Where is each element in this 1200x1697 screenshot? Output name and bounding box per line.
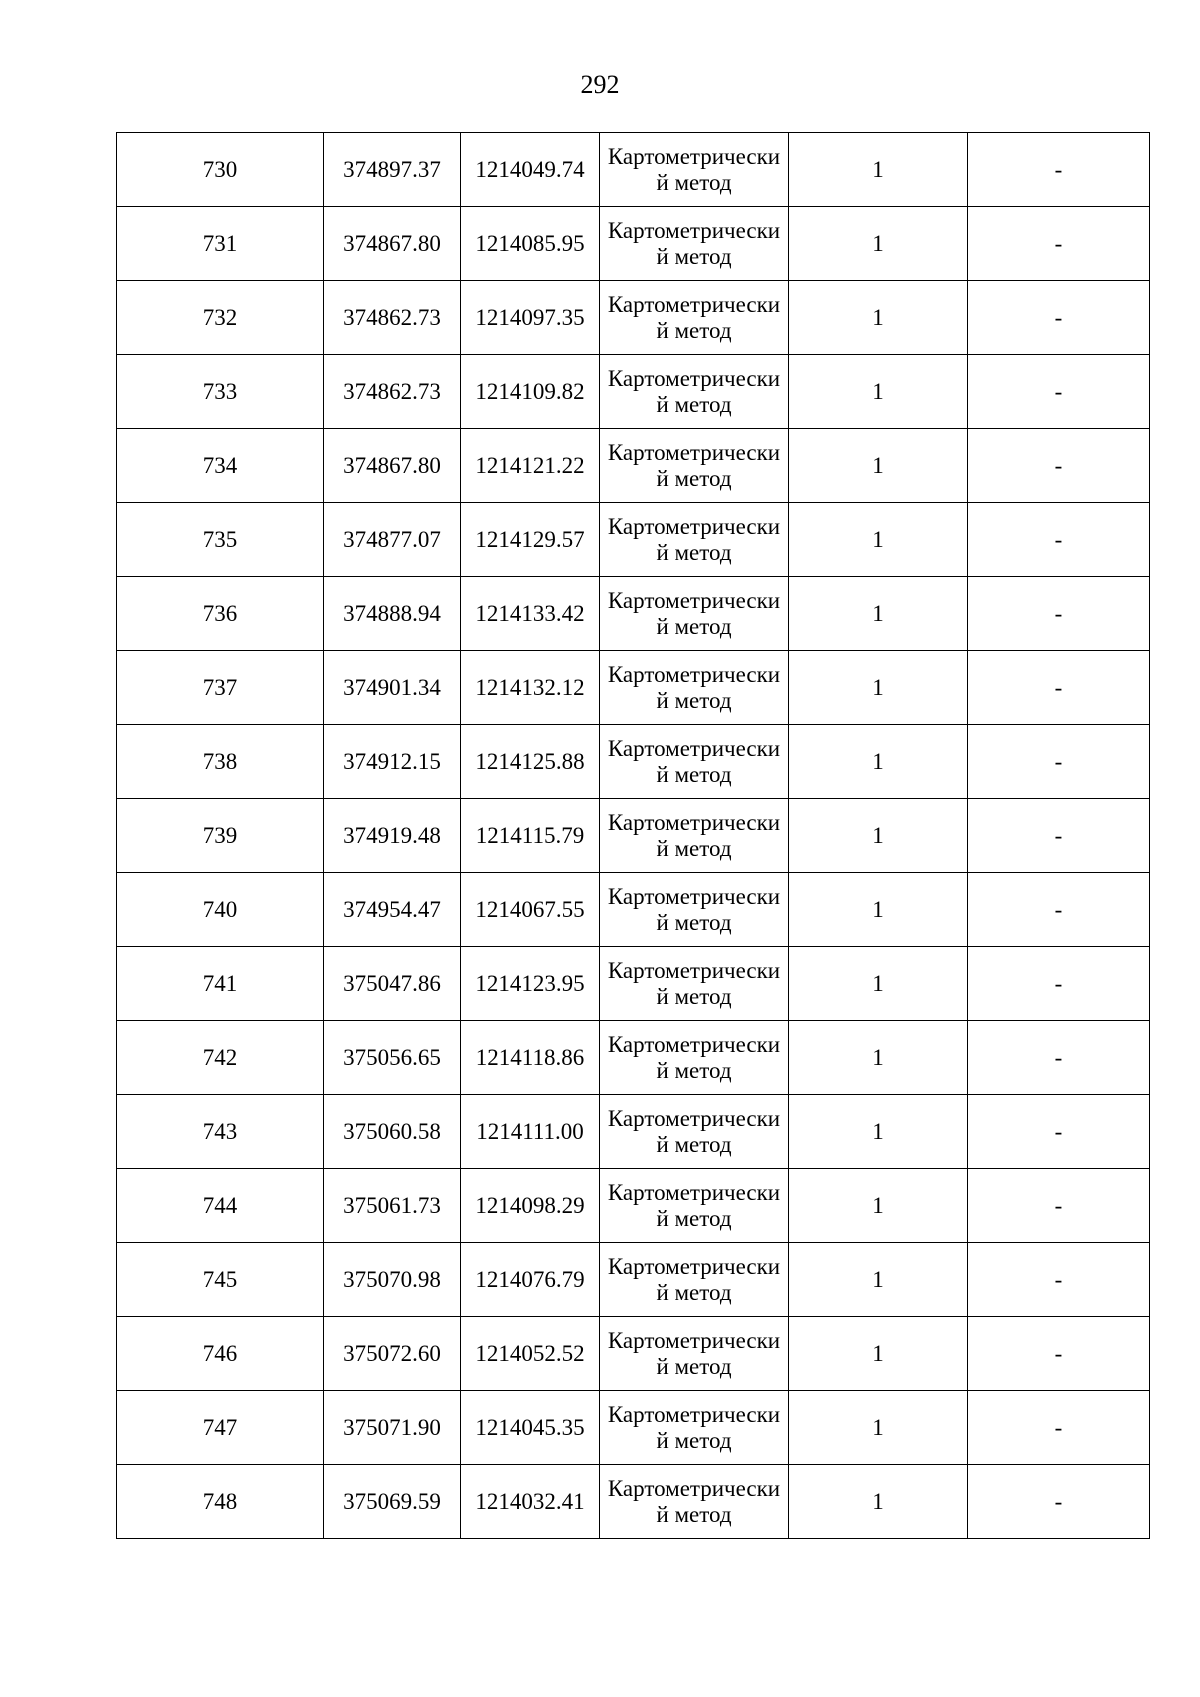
accuracy-cell: 1 xyxy=(789,1095,968,1169)
note-cell: - xyxy=(968,1391,1150,1465)
point-number-cell: 746 xyxy=(117,1317,324,1391)
y-coordinate-cell: 1214109.82 xyxy=(461,355,600,429)
accuracy-cell: 1 xyxy=(789,1317,968,1391)
method-cell xyxy=(600,799,789,873)
y-coordinate-cell: 1214067.55 xyxy=(461,873,600,947)
point-number-cell: 748 xyxy=(117,1465,324,1539)
x-coordinate-cell: 375070.98 xyxy=(324,1243,461,1317)
y-coordinate-cell: 1214111.00 xyxy=(461,1095,600,1169)
method-line-1: Картометрически xyxy=(607,735,781,761)
point-number-cell: 736 xyxy=(117,577,324,651)
y-coordinate-cell: 1214118.86 xyxy=(461,1021,600,1095)
method-line-2: й метод xyxy=(656,761,732,787)
y-coordinate-cell: 1214098.29 xyxy=(461,1169,600,1243)
table-row xyxy=(117,1169,1150,1243)
method-line-2: й метод xyxy=(656,169,732,195)
method-cell xyxy=(600,1169,789,1243)
table-row xyxy=(117,947,1150,1021)
method-line-2: й метод xyxy=(656,909,732,935)
point-number-cell: 745 xyxy=(117,1243,324,1317)
method-cell xyxy=(600,577,789,651)
point-number-cell: 730 xyxy=(117,133,324,207)
x-coordinate-cell: 374862.73 xyxy=(324,355,461,429)
note-cell: - xyxy=(968,133,1150,207)
table-row xyxy=(117,1465,1150,1539)
table-row xyxy=(117,651,1150,725)
method-line-1: Картометрически xyxy=(607,217,781,243)
note-cell: - xyxy=(968,207,1150,281)
x-coordinate-cell: 375060.58 xyxy=(324,1095,461,1169)
note-cell: - xyxy=(968,725,1150,799)
method-line-1: Картометрически xyxy=(607,587,781,613)
point-number-cell: 747 xyxy=(117,1391,324,1465)
x-coordinate-cell: 374867.80 xyxy=(324,207,461,281)
y-coordinate-cell: 1214125.88 xyxy=(461,725,600,799)
point-number-cell: 740 xyxy=(117,873,324,947)
accuracy-cell: 1 xyxy=(789,1391,968,1465)
method-line-1: Картометрически xyxy=(607,1031,781,1057)
accuracy-cell: 1 xyxy=(789,355,968,429)
note-cell: - xyxy=(968,1095,1150,1169)
point-number-cell: 731 xyxy=(117,207,324,281)
accuracy-cell: 1 xyxy=(789,207,968,281)
method-line-1: Картометрически xyxy=(607,1327,781,1353)
x-coordinate-cell: 375071.90 xyxy=(324,1391,461,1465)
note-cell: - xyxy=(968,873,1150,947)
note-cell: - xyxy=(968,503,1150,577)
method-line-1: Картометрически xyxy=(607,661,781,687)
method-cell xyxy=(600,355,789,429)
note-cell: - xyxy=(968,651,1150,725)
accuracy-cell: 1 xyxy=(789,429,968,503)
method-cell xyxy=(600,651,789,725)
accuracy-cell: 1 xyxy=(789,133,968,207)
table-row xyxy=(117,799,1150,873)
method-line-2: й метод xyxy=(656,983,732,1009)
y-coordinate-cell: 1214045.35 xyxy=(461,1391,600,1465)
table-body xyxy=(117,133,1150,1539)
method-cell xyxy=(600,725,789,799)
table-row xyxy=(117,1243,1150,1317)
y-coordinate-cell: 1214129.57 xyxy=(461,503,600,577)
x-coordinate-cell: 374897.37 xyxy=(324,133,461,207)
accuracy-cell: 1 xyxy=(789,503,968,577)
y-coordinate-cell: 1214085.95 xyxy=(461,207,600,281)
method-line-2: й метод xyxy=(656,539,732,565)
table-row xyxy=(117,207,1150,281)
table-row xyxy=(117,133,1150,207)
point-number-cell: 738 xyxy=(117,725,324,799)
note-cell: - xyxy=(968,1243,1150,1317)
accuracy-cell: 1 xyxy=(789,799,968,873)
y-coordinate-cell: 1214052.52 xyxy=(461,1317,600,1391)
x-coordinate-cell: 375072.60 xyxy=(324,1317,461,1391)
accuracy-cell: 1 xyxy=(789,577,968,651)
point-number-cell: 732 xyxy=(117,281,324,355)
y-coordinate-cell: 1214049.74 xyxy=(461,133,600,207)
point-number-cell: 744 xyxy=(117,1169,324,1243)
method-line-1: Картометрически xyxy=(607,1105,781,1131)
method-cell xyxy=(600,1317,789,1391)
y-coordinate-cell: 1214133.42 xyxy=(461,577,600,651)
method-line-2: й метод xyxy=(656,613,732,639)
method-cell xyxy=(600,1095,789,1169)
accuracy-cell: 1 xyxy=(789,725,968,799)
point-number-cell: 742 xyxy=(117,1021,324,1095)
note-cell: - xyxy=(968,1317,1150,1391)
point-number-cell: 735 xyxy=(117,503,324,577)
accuracy-cell: 1 xyxy=(789,1169,968,1243)
method-line-2: й метод xyxy=(656,1205,732,1231)
point-number-cell: 739 xyxy=(117,799,324,873)
table-row xyxy=(117,1317,1150,1391)
note-cell: - xyxy=(968,281,1150,355)
method-cell xyxy=(600,207,789,281)
method-line-1: Картометрически xyxy=(607,513,781,539)
accuracy-cell: 1 xyxy=(789,1243,968,1317)
method-line-1: Картометрически xyxy=(607,1253,781,1279)
method-line-2: й метод xyxy=(656,1427,732,1453)
method-line-1: Картометрически xyxy=(607,809,781,835)
y-coordinate-cell: 1214132.12 xyxy=(461,651,600,725)
note-cell: - xyxy=(968,1465,1150,1539)
note-cell: - xyxy=(968,799,1150,873)
method-cell xyxy=(600,873,789,947)
x-coordinate-cell: 374877.07 xyxy=(324,503,461,577)
method-line-2: й метод xyxy=(656,1057,732,1083)
method-line-2: й метод xyxy=(656,1131,732,1157)
method-line-2: й метод xyxy=(656,391,732,417)
table-row xyxy=(117,503,1150,577)
accuracy-cell: 1 xyxy=(789,281,968,355)
table-row xyxy=(117,429,1150,503)
method-line-1: Картометрически xyxy=(607,143,781,169)
x-coordinate-cell: 375047.86 xyxy=(324,947,461,1021)
method-line-2: й метод xyxy=(656,243,732,269)
note-cell: - xyxy=(968,1169,1150,1243)
note-cell: - xyxy=(968,355,1150,429)
point-number-cell: 743 xyxy=(117,1095,324,1169)
x-coordinate-cell: 375061.73 xyxy=(324,1169,461,1243)
method-line-1: Картометрически xyxy=(607,439,781,465)
method-line-2: й метод xyxy=(656,835,732,861)
accuracy-cell: 1 xyxy=(789,651,968,725)
method-line-1: Картометрически xyxy=(607,1401,781,1427)
method-line-1: Картометрически xyxy=(607,1179,781,1205)
y-coordinate-cell: 1214032.41 xyxy=(461,1465,600,1539)
y-coordinate-cell: 1214076.79 xyxy=(461,1243,600,1317)
coordinates-table xyxy=(116,132,1150,1539)
table-row xyxy=(117,1391,1150,1465)
method-cell xyxy=(600,503,789,577)
point-number-cell: 733 xyxy=(117,355,324,429)
method-cell xyxy=(600,947,789,1021)
table-row xyxy=(117,1095,1150,1169)
note-cell: - xyxy=(968,577,1150,651)
accuracy-cell: 1 xyxy=(789,1465,968,1539)
point-number-cell: 734 xyxy=(117,429,324,503)
point-number-cell: 737 xyxy=(117,651,324,725)
method-line-2: й метод xyxy=(656,687,732,713)
table-row xyxy=(117,281,1150,355)
accuracy-cell: 1 xyxy=(789,873,968,947)
method-cell xyxy=(600,1021,789,1095)
y-coordinate-cell: 1214097.35 xyxy=(461,281,600,355)
method-cell xyxy=(600,133,789,207)
note-cell: - xyxy=(968,1021,1150,1095)
y-coordinate-cell: 1214123.95 xyxy=(461,947,600,1021)
method-cell xyxy=(600,281,789,355)
x-coordinate-cell: 375056.65 xyxy=(324,1021,461,1095)
table-row xyxy=(117,725,1150,799)
method-line-2: й метод xyxy=(656,1353,732,1379)
table-row xyxy=(117,355,1150,429)
method-line-1: Картометрически xyxy=(607,883,781,909)
y-coordinate-cell: 1214115.79 xyxy=(461,799,600,873)
accuracy-cell: 1 xyxy=(789,1021,968,1095)
x-coordinate-cell: 374919.48 xyxy=(324,799,461,873)
x-coordinate-cell: 375069.59 xyxy=(324,1465,461,1539)
point-number-cell: 741 xyxy=(117,947,324,1021)
x-coordinate-cell: 374888.94 xyxy=(324,577,461,651)
note-cell: - xyxy=(968,947,1150,1021)
method-line-1: Картометрически xyxy=(607,957,781,983)
table-row xyxy=(117,1021,1150,1095)
page-number: 292 xyxy=(580,70,620,99)
method-line-1: Картометрически xyxy=(607,291,781,317)
method-cell xyxy=(600,1243,789,1317)
note-cell: - xyxy=(968,429,1150,503)
method-line-1: Картометрически xyxy=(607,365,781,391)
table-row xyxy=(117,873,1150,947)
method-cell xyxy=(600,429,789,503)
method-line-1: Картометрически xyxy=(607,1475,781,1501)
x-coordinate-cell: 374912.15 xyxy=(324,725,461,799)
method-line-2: й метод xyxy=(656,465,732,491)
method-cell xyxy=(600,1391,789,1465)
method-cell xyxy=(600,1465,789,1539)
y-coordinate-cell: 1214121.22 xyxy=(461,429,600,503)
method-line-2: й метод xyxy=(656,317,732,343)
accuracy-cell: 1 xyxy=(789,947,968,1021)
x-coordinate-cell: 374867.80 xyxy=(324,429,461,503)
table-row xyxy=(117,577,1150,651)
x-coordinate-cell: 374954.47 xyxy=(324,873,461,947)
x-coordinate-cell: 374862.73 xyxy=(324,281,461,355)
method-line-2: й метод xyxy=(656,1501,732,1527)
method-line-2: й метод xyxy=(656,1279,732,1305)
x-coordinate-cell: 374901.34 xyxy=(324,651,461,725)
